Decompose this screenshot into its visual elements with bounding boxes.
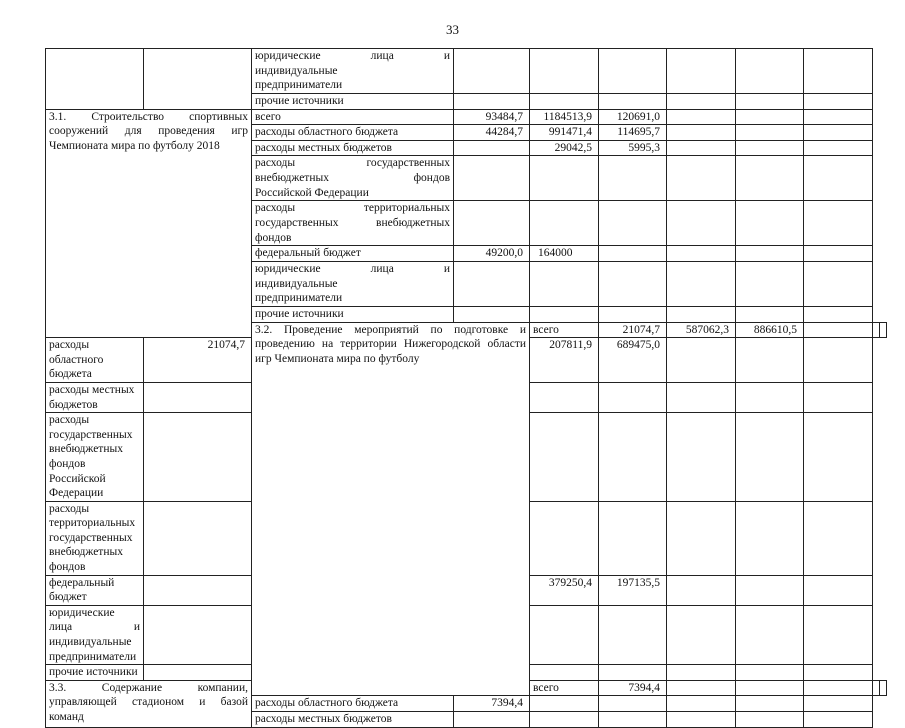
federal-label: федеральный бюджет	[252, 246, 454, 262]
section-title: 3.2. Проведение мероприятий по подготовке и проведению на территории Нижегородской области игр Чемпионата мира по футболу	[252, 322, 530, 696]
territorial-funds-label: расходы территориальных государственных внебюджетных фондов	[252, 201, 454, 246]
value-cell: 5995,3	[599, 140, 667, 156]
territorial-funds-label: расходы территориальных государственных внебюджетных фондов	[46, 501, 144, 575]
value-cell: 120691,0	[599, 109, 667, 125]
value-cell	[144, 575, 252, 605]
other-label: прочие источники	[252, 94, 454, 110]
page-number: 33	[446, 22, 459, 37]
federal-label: федеральный бюджет	[46, 575, 144, 605]
value-cell: 991471,4	[530, 125, 599, 141]
empty-cell	[144, 49, 252, 110]
legal-label: юридические лица и индивидуальные предприниматели	[46, 605, 144, 664]
value-cell: 207811,9	[530, 338, 599, 383]
value-cell: 7394,4	[454, 696, 530, 712]
value-cell: 21074,7	[599, 322, 667, 338]
table-row	[46, 109, 887, 125]
total-label: всего	[530, 322, 599, 338]
value-cell: 21074,7	[144, 338, 252, 383]
total-label: всего	[530, 680, 599, 696]
value-cell: 1184513,9	[530, 109, 599, 125]
legal-label: юридические лица и индивидуальные предприниматели	[252, 261, 454, 306]
value-cell	[454, 140, 530, 156]
value-cell: 29042,5	[530, 140, 599, 156]
value-cell: 49200,0	[454, 246, 530, 262]
state-funds-label: расходы государственных внебюджетных фондов Российской Федерации	[252, 156, 454, 201]
budget-table	[45, 48, 887, 728]
local-label: расходы местных бюджетов	[46, 382, 144, 412]
regional-label: расходы областного бюджета	[252, 125, 454, 141]
value-cell: 7394,4	[599, 680, 667, 696]
legal-label: юридические лица и индивидуальные предприниматели	[252, 49, 454, 94]
state-funds-label: расходы государственных внебюджетных фондов Российской Федерации	[46, 413, 144, 502]
total-label: всего	[252, 109, 454, 125]
value-cell: 44284,7	[454, 125, 530, 141]
value-cell: 379250,4	[530, 575, 599, 605]
section-title: 3.1. Строительство спортивных сооружений для проведения игр Чемпионата мира по футболу 2018	[46, 109, 252, 338]
value-cell: 587062,3	[667, 322, 736, 338]
local-label: расходы местных бюджетов	[252, 712, 454, 728]
other-label: прочие источники	[252, 306, 454, 322]
section-title: 3.3. Содержание компании, управляющей стадионом и базой команд	[46, 680, 252, 727]
value-cell: 689475,0	[599, 338, 667, 383]
value-cell: 114695,7	[599, 125, 667, 141]
other-label: прочие источники	[46, 665, 144, 681]
value-cell: 164000	[530, 246, 599, 262]
value-cell: 197135,5	[599, 575, 667, 605]
regional-label: расходы областного бюджета	[252, 696, 454, 712]
value-cell: 93484,7	[454, 109, 530, 125]
local-label: расходы местных бюджетов	[252, 140, 454, 156]
table-row	[46, 49, 887, 94]
value-cell	[599, 246, 667, 262]
value-cell: 886610,5	[736, 322, 804, 338]
regional-label: расходы областного бюджета	[46, 338, 144, 383]
empty-cell	[46, 49, 144, 110]
